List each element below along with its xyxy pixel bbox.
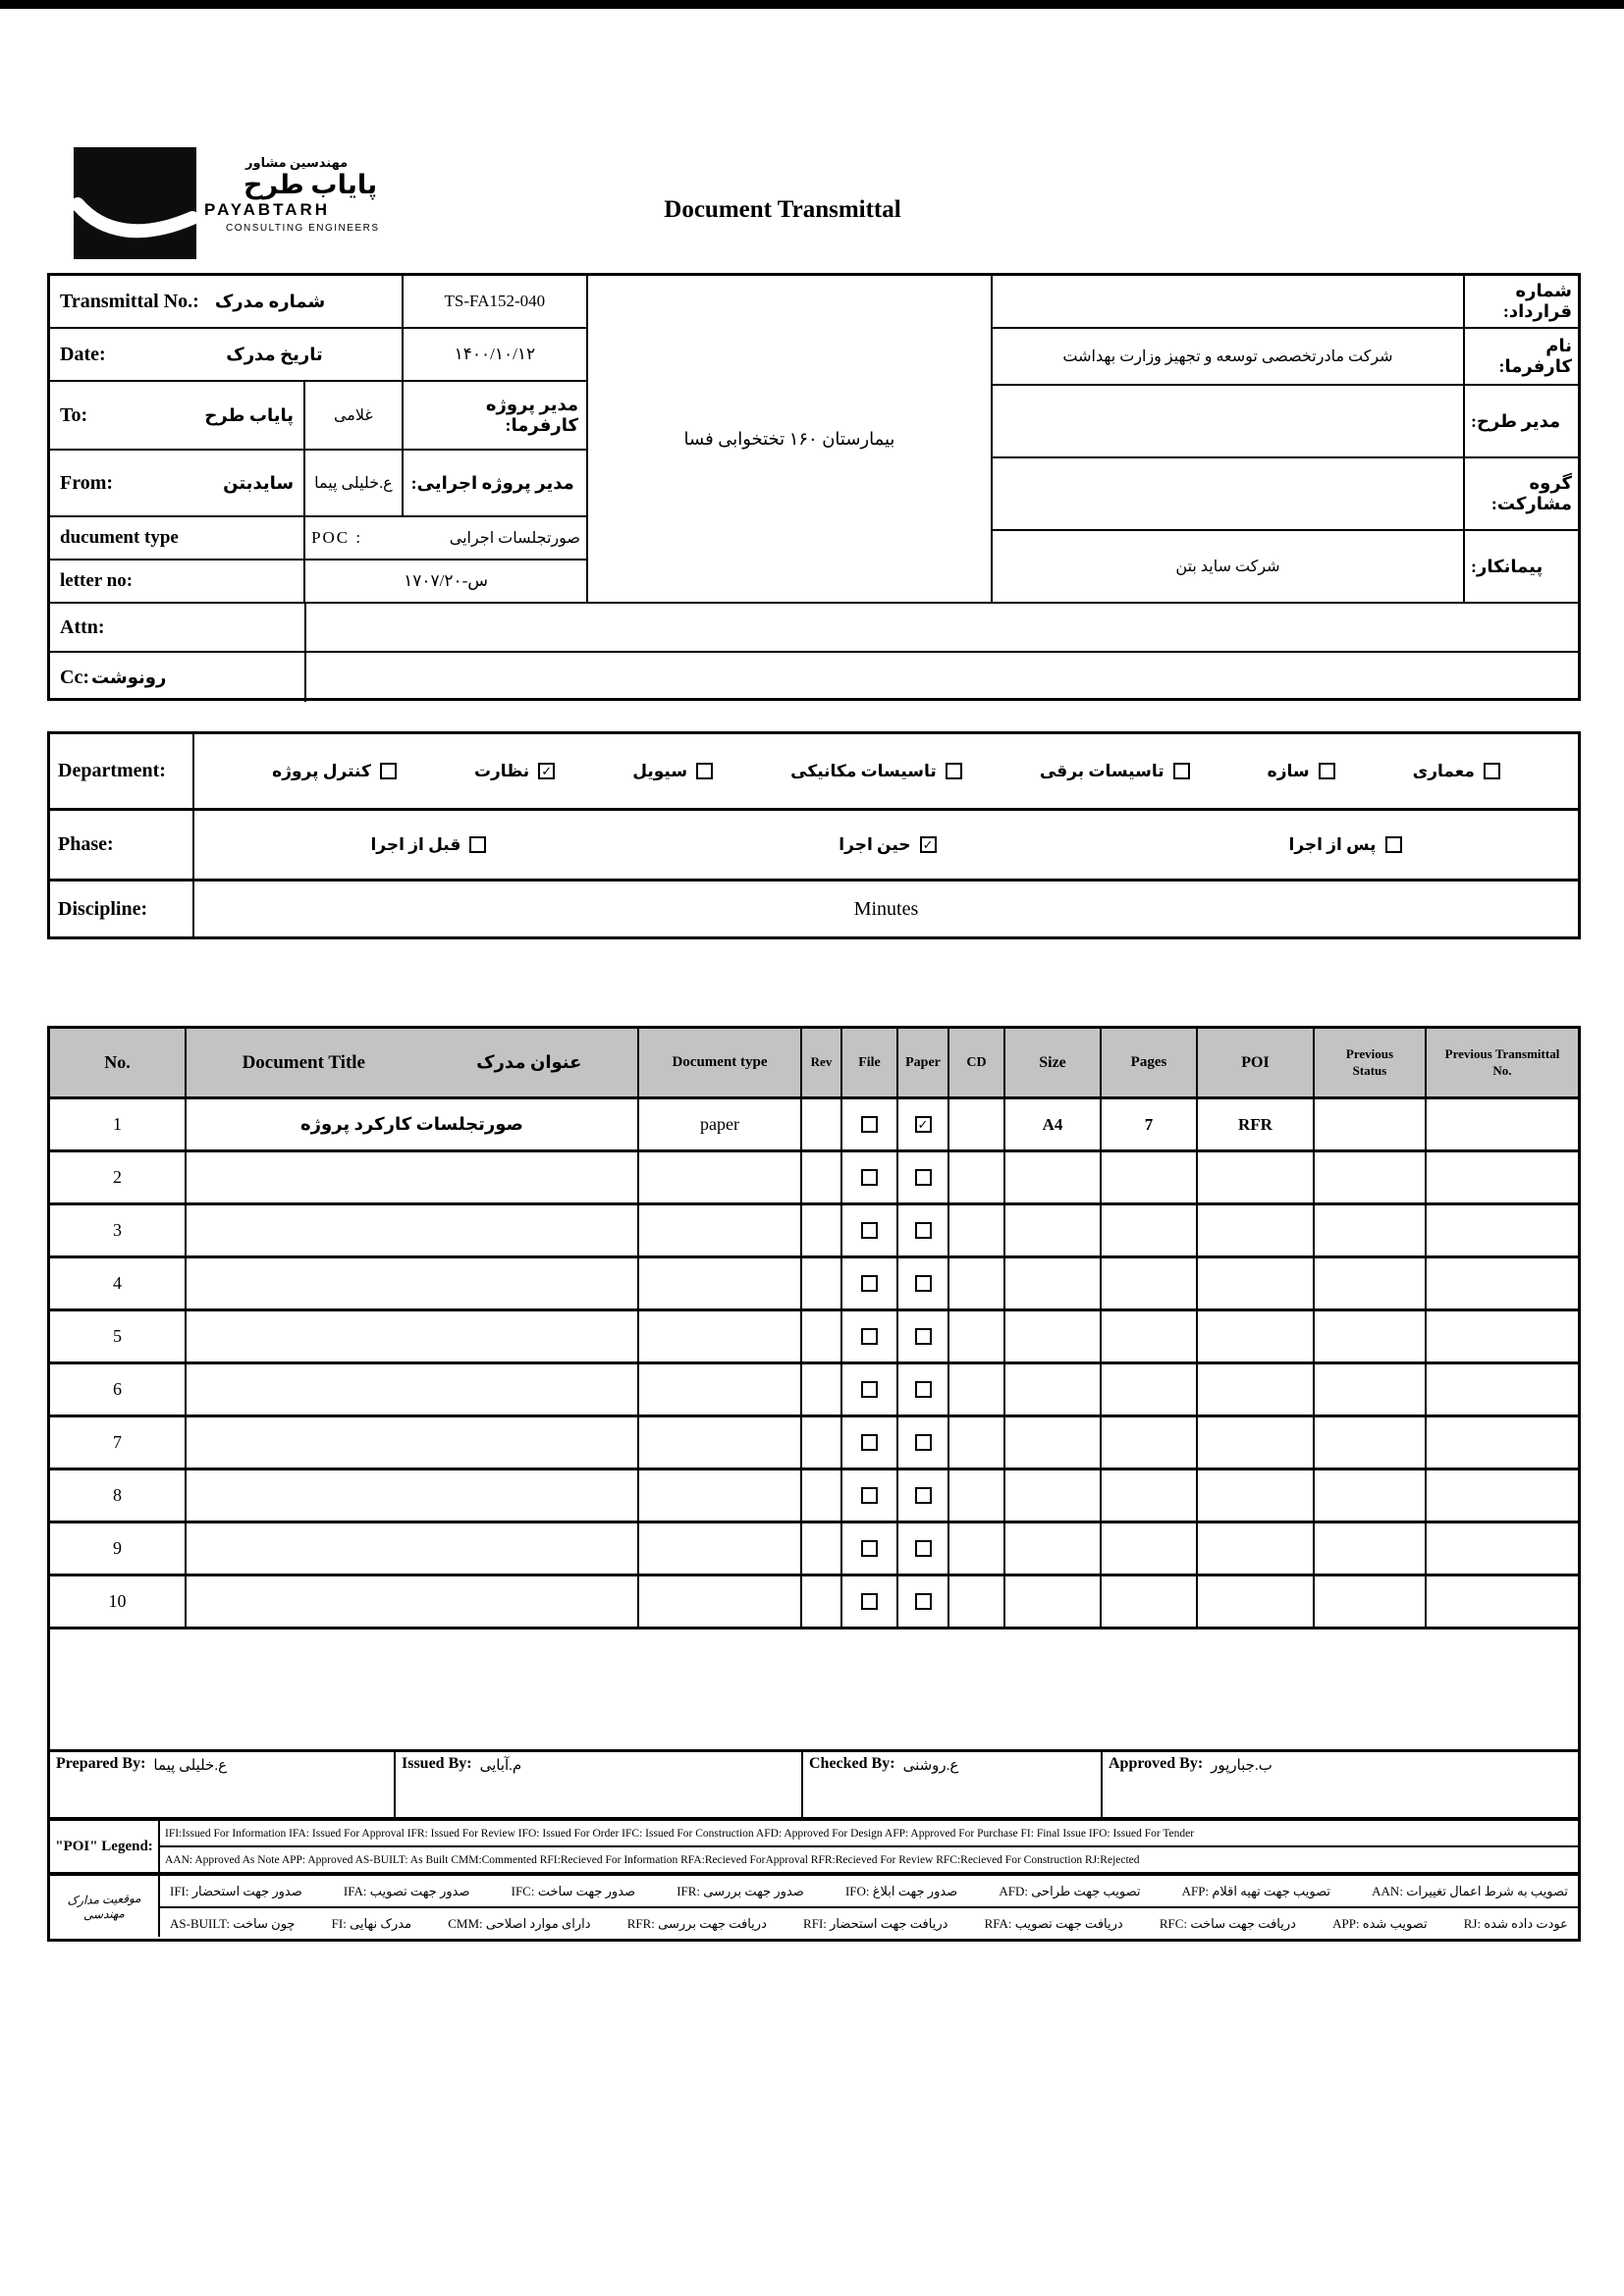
issued-by-label: Issued By: xyxy=(402,1755,472,1772)
department-label: Department: xyxy=(58,760,166,781)
doctype-label: ducument type xyxy=(60,527,179,548)
brand-fa-small: مهندسین مشاور xyxy=(245,155,349,170)
from-value-fa: سایدبتن xyxy=(223,472,295,493)
brand-subtitle: CONSULTING ENGINEERS xyxy=(226,223,380,235)
fa-legend-line1: IFI: صدور جهت استحضار IFA: صدور جهت تصویب IFC: صدور جهت ساخت IFR: صدور جهت بررسی IFO: صدور جهت ابلاغ AFD: تصویب جهت طراحی AFP: تصویب جهت تهیه اقلام AAN: تصویب به شرط اعمال تغییرات xyxy=(160,1876,1578,1908)
dept-checkbox-electrical xyxy=(1173,763,1190,779)
from-label: From: xyxy=(60,471,114,494)
doctype-value-fa: صورتجلسات اجرایی xyxy=(449,530,580,547)
phase-checkbox-before-execution xyxy=(469,836,486,853)
date-label: Date: xyxy=(60,343,106,365)
page-title: Document Transmittal xyxy=(664,196,901,223)
cc-label: Cc: xyxy=(60,666,89,688)
paper-checkbox xyxy=(915,1275,932,1292)
header-pages: Pages xyxy=(1102,1029,1198,1096)
approved-by-label: Approved By: xyxy=(1109,1755,1204,1772)
contractor-value: شرکت ساید بتن xyxy=(993,531,1465,602)
dept-option-project-control: کنترل پروژه xyxy=(272,762,397,781)
dept-checkbox-project-control xyxy=(380,763,397,779)
from-role-fa: مدیر پروژه اجرایی: xyxy=(410,472,574,493)
phase-option-before-execution: قبل از اجرا xyxy=(370,835,486,855)
paper-checkbox xyxy=(915,1328,932,1345)
contract-no-label: شماره قرارداد: xyxy=(1502,281,1572,321)
notes-empty-area xyxy=(50,1629,1578,1749)
header-rev: Rev xyxy=(802,1029,842,1096)
paper-checkbox xyxy=(915,1487,932,1504)
file-checkbox xyxy=(861,1275,878,1292)
signatures-row xyxy=(47,1749,1581,1820)
transmittal-no-label: Transmittal No.: xyxy=(60,290,199,312)
header-poi: POI xyxy=(1198,1029,1315,1096)
letterno-label: letter no: xyxy=(60,570,134,591)
file-checkbox xyxy=(861,1593,878,1610)
dept-checkbox-supervision: ✓ xyxy=(538,763,555,779)
checked-by-label: Checked By: xyxy=(809,1755,895,1772)
dept-option-architecture: معماری xyxy=(1413,762,1500,781)
doc-title: صورتجلسات کارکرد پروژه xyxy=(187,1099,639,1149)
table-row: 3 xyxy=(50,1205,1578,1258)
header-title: Document Title عنوان مدرک xyxy=(187,1029,639,1096)
file-checkbox xyxy=(861,1487,878,1504)
table-row: 6 xyxy=(50,1364,1578,1417)
table-row: 4 xyxy=(50,1258,1578,1311)
header-no: No. xyxy=(50,1029,187,1096)
paper-checkbox xyxy=(915,1593,932,1610)
dept-checkbox-structure xyxy=(1319,763,1335,779)
client-name-label: نام کارفرما: xyxy=(1498,336,1572,376)
phase-label: Phase: xyxy=(58,833,114,855)
attn-value xyxy=(306,604,1578,651)
dept-checkbox-architecture xyxy=(1484,763,1500,779)
table-row: 9 xyxy=(50,1523,1578,1576)
cc-label-fa: رونوشت xyxy=(90,667,167,687)
phase-option-during-execution: ✓ حین اجرا xyxy=(839,835,936,855)
prepared-by-name: ع.خلیلی پیما xyxy=(153,1758,228,1774)
table-row: 1 صورتجلسات کارکرد پروژه paper ✓ A4 7 RFR xyxy=(50,1099,1578,1152)
issued-by-name: م.آبایی xyxy=(479,1758,522,1774)
table-row: 10 xyxy=(50,1576,1578,1629)
fa-legend-table xyxy=(47,1873,1581,1942)
dept-checkbox-mechanical xyxy=(946,763,962,779)
contract-no-value xyxy=(993,276,1465,327)
table-row: 5 xyxy=(50,1311,1578,1364)
header-doctype: Document type xyxy=(639,1029,802,1096)
phase-checkbox-after-execution xyxy=(1385,836,1402,853)
dept-option-mechanical: تاسیسات مکانیکی xyxy=(790,762,962,781)
file-checkbox xyxy=(861,1540,878,1557)
file-checkbox xyxy=(861,1434,878,1451)
paper-checkbox xyxy=(915,1381,932,1398)
project-name: بیمارستان ۱۶۰ تختخوابی فسا xyxy=(588,276,993,602)
classification-table xyxy=(47,731,1581,939)
dept-option-supervision: ✓ نظارت xyxy=(474,762,555,781)
fa-legend-label: موقعیت مدارک مهندسی xyxy=(50,1874,160,1941)
header-cd: CD xyxy=(949,1029,1005,1096)
table-header-row xyxy=(50,1029,1578,1099)
transmittal-no-label-fa: شماره مدرک xyxy=(214,291,326,311)
to-value-fa: پایاب طرح xyxy=(204,404,295,425)
transmittal-no-value: TS-FA152-040 xyxy=(444,292,546,310)
phase-checkbox-during-execution: ✓ xyxy=(920,836,937,853)
prepared-by-cell xyxy=(50,1752,396,1817)
paper-checkbox xyxy=(915,1222,932,1239)
dept-checkbox-civil xyxy=(696,763,713,779)
from-person: ع.خلیلی پیما xyxy=(305,451,404,515)
contractor-label: پیمانکار: xyxy=(1471,556,1543,576)
poi-legend-line2: AAN: Approved As Note APP: Approved AS-BUILT: As Built CMM:Commented RFI:Recieved For Information RFA:Recieved ForApproval RFR:Recieved For Review RFC:Recieved For Construction RJ:Rejected xyxy=(165,1853,1140,1866)
approved-by-name: ب.جبارپور xyxy=(1211,1758,1272,1774)
file-checkbox xyxy=(861,1169,878,1186)
header-prev-transmittal: Previous Transmittal No. xyxy=(1444,1046,1560,1078)
discipline-label: Discipline: xyxy=(58,897,148,920)
table-row: 2 xyxy=(50,1152,1578,1205)
paper-checkbox xyxy=(915,1540,932,1557)
jv-group-label: گروه مشارکت: xyxy=(1490,473,1572,513)
header-file: File xyxy=(842,1029,898,1096)
header-prev-status: Previous Status xyxy=(1315,1029,1427,1096)
paper-checkbox: ✓ xyxy=(915,1116,932,1133)
info-table xyxy=(47,273,1581,701)
doctype-code: POC : xyxy=(311,528,363,547)
brand-en: PAYABTARH xyxy=(204,200,331,220)
dept-option-structure: سازه xyxy=(1268,762,1335,781)
to-role-fa: مدیر پروژه کارفرما: xyxy=(485,395,578,435)
file-checkbox xyxy=(861,1328,878,1345)
dept-option-electrical: تاسیسات برقی xyxy=(1040,762,1190,781)
header-paper: Paper xyxy=(898,1029,949,1096)
prepared-by-label: Prepared By: xyxy=(56,1755,146,1772)
date-label-fa: تاریخ مدرک xyxy=(226,344,323,364)
poi-legend-label: "POI" Legend: xyxy=(50,1821,160,1872)
to-label: To: xyxy=(60,403,88,426)
paper-checkbox xyxy=(915,1434,932,1451)
client-name-value: شرکت مادرتخصصی توسعه و تجهیز وزارت بهداشت xyxy=(993,329,1465,384)
header-size: Size xyxy=(1005,1029,1102,1096)
checked-by-name: ع.روشنی xyxy=(902,1758,959,1774)
brand-fa: پایاب طرح xyxy=(244,170,378,199)
dept-option-civil: سیویل xyxy=(632,762,713,781)
design-manager-label: مدیر طرح: xyxy=(1471,410,1561,431)
checked-by-cell xyxy=(803,1752,1103,1817)
approved-by-cell xyxy=(1103,1752,1578,1817)
file-checkbox xyxy=(861,1116,878,1133)
document-list-table xyxy=(47,1026,1581,1752)
design-manager-value xyxy=(993,386,1465,456)
scan-edge-artifact xyxy=(0,0,1624,9)
cc-value xyxy=(306,653,1578,702)
letterno-value: ۱۷۰۷/۲۰-س xyxy=(404,571,489,590)
fa-legend-line2: AS-BUILT: چون ساخت FI: مدرک نهایی CMM: دارای موارد اصلاحی RFR: دریافت جهت بررسی RFI: دریافت جهت استحضار RFA: دریافت جهت تصویب RFC: دریافت جهت ساخت APP: تصویب شده RJ: عودت داده شده xyxy=(170,1915,1568,1931)
table-row: 7 xyxy=(50,1417,1578,1470)
date-value: ۱۴۰۰/۱۰/۱۲ xyxy=(454,345,536,363)
table-row: 8 xyxy=(50,1470,1578,1523)
poi-legend-line1: IFI:Issued For Information IFA: Issued For Approval IFR: Issued For Review IFO: Issued For Order IFC: Issued For Construction AFD: Approved For Design AFP: Approved For Purchase FI: Final Issue IFO: Issued For Tender xyxy=(160,1821,1578,1847)
file-checkbox xyxy=(861,1222,878,1239)
issued-by-cell xyxy=(396,1752,803,1817)
discipline-value: Minutes xyxy=(853,897,919,920)
attn-label: Attn: xyxy=(60,615,105,638)
file-checkbox xyxy=(861,1381,878,1398)
to-person: غلامی xyxy=(305,382,404,449)
jv-group-value xyxy=(993,458,1465,529)
paper-checkbox xyxy=(915,1169,932,1186)
poi-legend-table xyxy=(47,1818,1581,1875)
phase-option-after-execution: پس از اجرا xyxy=(1289,835,1402,855)
